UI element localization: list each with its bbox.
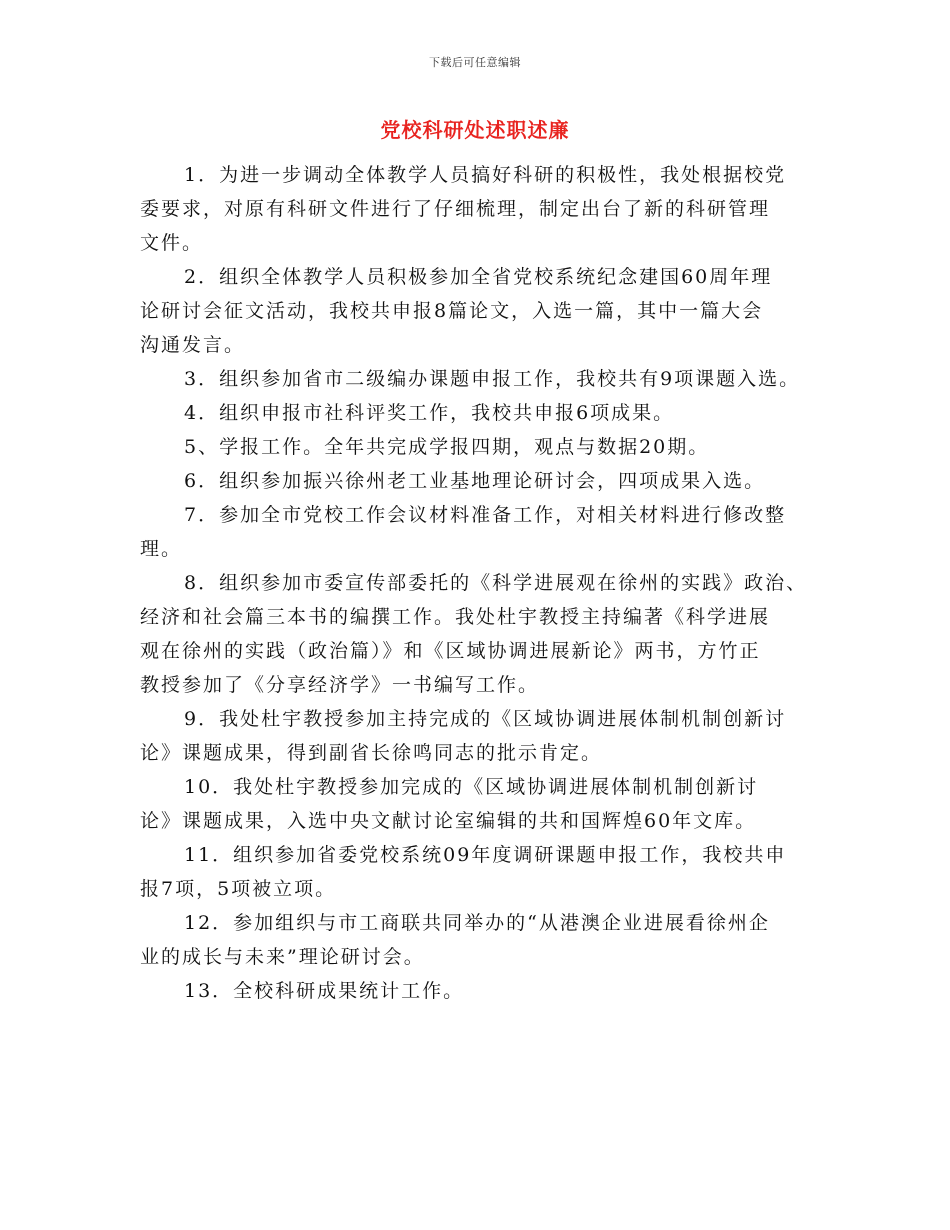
paragraph-line: 10．我处杜宇教授参加完成的《区域协调进展体制机制创新讨 <box>184 776 759 798</box>
paragraph-line: 2．组织全体教学人员积极参加全省党校系统纪念建国60周年理 <box>184 266 773 288</box>
document-title: 党校科研处述职述廉 <box>380 118 570 142</box>
paragraph-line: 论》课题成果，得到副省长徐鸣同志的批示肯定。 <box>140 742 603 764</box>
paragraph-line: 5、学报工作。全年共完成学报四期，观点与数据20期。 <box>184 436 710 458</box>
paragraph-line: 报7项，5项被立项。 <box>140 878 337 900</box>
document-body <box>140 158 820 1008</box>
paragraph-line: 论》课题成果，入选中央文献讨论室编辑的共和国辉煌60年文库。 <box>140 810 757 832</box>
paragraph-12 <box>140 906 820 974</box>
paragraph-line: 9．我处杜宇教授参加主持完成的《区域协调进展体制机制创新讨 <box>184 708 787 730</box>
paragraph-line: 经济和社会篇三本书的编撰工作。我处杜宇教授主持编著《科学进展 <box>140 606 771 628</box>
header-note: 下载后可任意编辑 <box>429 56 521 69</box>
paragraph-3 <box>140 362 820 396</box>
paragraph-8 <box>140 566 820 702</box>
paragraph-9 <box>140 702 820 770</box>
paragraph-line: 13．全校科研成果统计工作。 <box>184 980 465 1002</box>
paragraph-1 <box>140 158 820 260</box>
paragraph-line: 理。 <box>140 538 183 560</box>
paragraph-4 <box>140 396 820 430</box>
paragraph-2 <box>140 260 820 362</box>
paragraph-line: 教授参加了《分享经济学》一书编写工作。 <box>140 674 540 696</box>
paragraph-line: 3．组织参加省市二级编办课题申报工作，我校共有9项课题入选。 <box>184 368 801 390</box>
paragraph-7 <box>140 498 820 566</box>
paragraph-line: 6．组织参加振兴徐州老工业基地理论研讨会，四项成果入选。 <box>184 470 766 492</box>
paragraph-line: 沟通发言。 <box>140 334 246 356</box>
paragraph-line: 业的成长与未来”理论研讨会。 <box>140 946 425 968</box>
paragraph-line: 论研讨会征文活动，我校共申报8篇论文，入选一篇，其中一篇大会 <box>140 300 764 322</box>
paragraph-11 <box>140 838 820 906</box>
paragraph-10 <box>140 770 820 838</box>
paragraph-line: 文件。 <box>140 232 204 254</box>
paragraph-6 <box>140 464 820 498</box>
paragraph-line: 7．参加全市党校工作会议材料准备工作，对相关材料进行修改整 <box>184 504 787 526</box>
paragraph-line: 8．组织参加市委宣传部委托的《科学进展观在徐州的实践》政治、 <box>184 572 808 594</box>
paragraph-line: 观在徐州的实践（政治篇）》和《区域协调进展新论》两书，方竹正 <box>140 640 761 662</box>
paragraph-line: 委要求，对原有科研文件进行了仔细梳理，制定出台了新的科研管理 <box>140 198 771 220</box>
paragraph-line: 1．为进一步调动全体教学人员搞好科研的积极性，我处根据校党 <box>184 164 787 186</box>
paragraph-line: 12．参加组织与市工商联共同举办的“从港澳企业进展看徐州企 <box>184 912 770 934</box>
paragraph-line: 11．组织参加省委党校系统09年度调研课题申报工作，我校共申 <box>184 844 787 866</box>
paragraph-5 <box>140 430 820 464</box>
paragraph-13 <box>140 974 820 1008</box>
paragraph-line: 4．组织申报市社科评奖工作，我校共申报6项成果。 <box>184 402 675 424</box>
